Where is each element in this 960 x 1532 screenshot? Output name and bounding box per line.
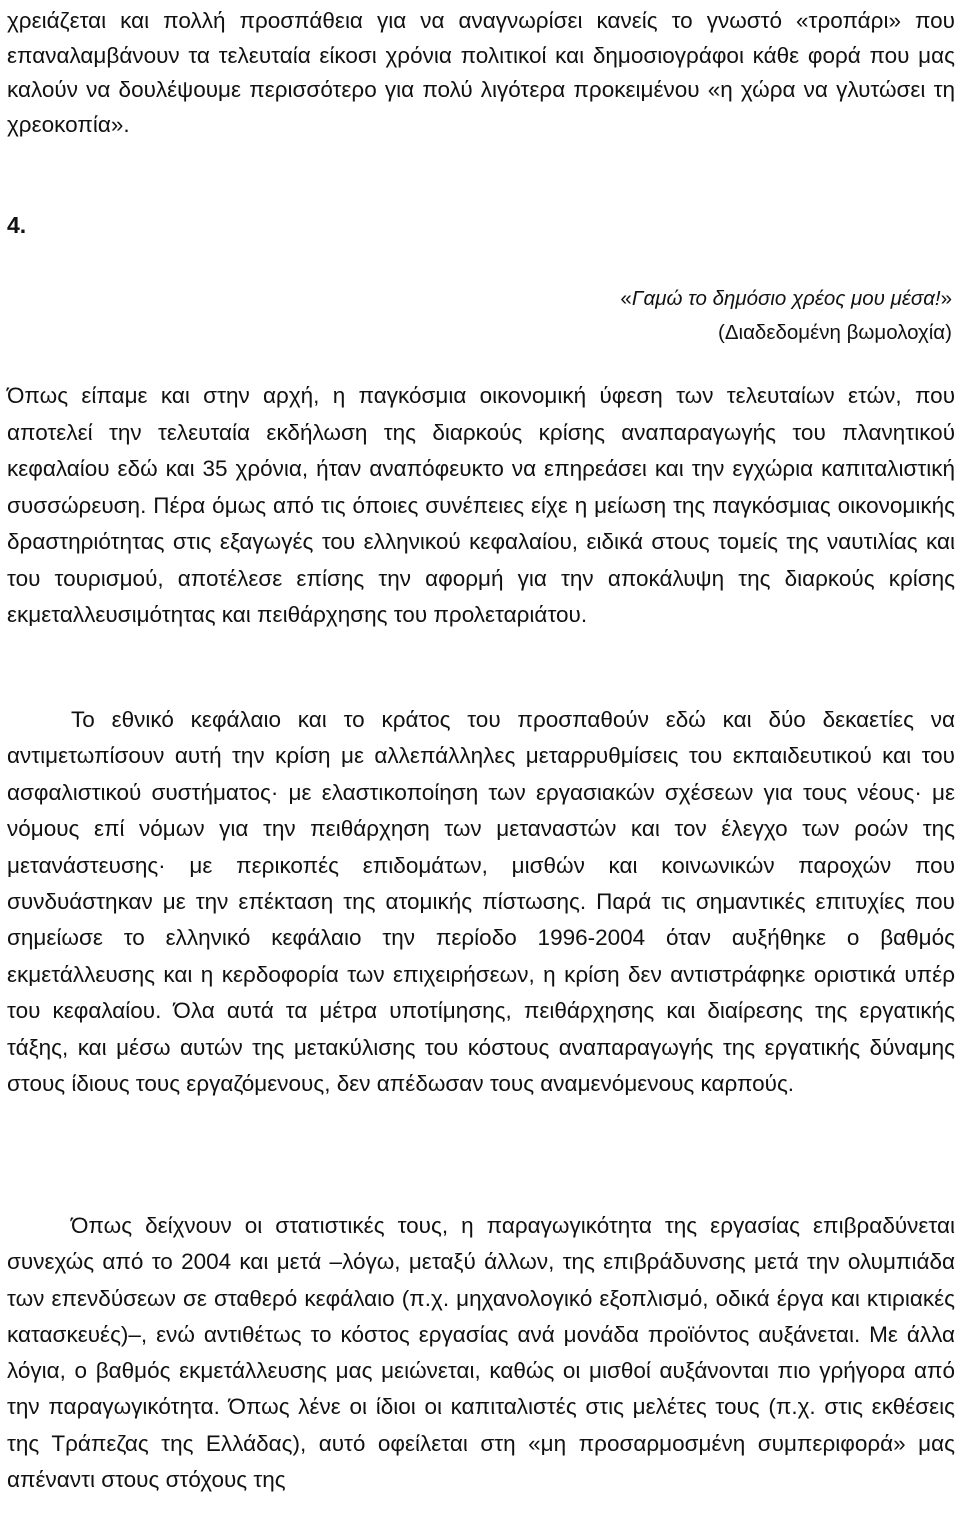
epigraph-open-quote: « [620,287,632,310]
body-paragraph: Όπως είπαμε και στην αρχή, η παγκόσμια οικονομική ύφεση των τελευταίων ετών, που αποτελεί την τελευταία εκδήλωση της διαρκούς κρίσης αναπαραγωγής του πλανητικού κεφαλαίου εδώ και 35 χρόνια, ήταν αναπόφευκτο να επηρεάσει και την εγχώρια καπιταλιστική συσσώρευση. Πέρα όμως από τις όποιες συνέπειες είχε η μείωση της παγκόσμιας οικονομικής δραστηριότητας στις εξαγωγές του ελληνικού κεφαλαίου, ειδικά στους τομείς της ναυτιλίας και του τουρισμού, αποτέλεσε επίσης την αφορμή για την αποκάλυψη της διαρκούς κρίσης εκμεταλλευσιμότητας και πειθάρχησης του προλεταριάτου. [7,383,955,627]
epigraph-quote-text: Γαμώ το δημόσιο χρέος μου μέσα! [631,287,941,310]
body-paragraph: Το εθνικό κεφάλαιο και το κράτος του προσπαθούν εδώ και δύο δεκαετίες να αντιμετωπίσουν αυτή την κρίση με αλλεπάλληλες μεταρρυθμίσεις του εκπαιδευτικού και του ασφαλιστικού συστήματος· με ελαστικοποίηση των εργασιακών σχέσεων για τους νέους· με νόμους επί νόμων για την πειθάρχηση των μεταναστών και τον έλεγχο των ροών της μετανάστευσης· με περικοπές επιδομάτων, μισθών και κοινωνικών παροχών που συνδυάστηκαν με την επέκταση της ατομικής πίστωσης. Παρά τις σημαντικές επιτυχίες που σημείωσε το ελληνικό κεφάλαιο την περίοδο 1996-2004 όταν αυξήθηκε ο βαθμός εκμετάλλευσης και η κερδοφορία των επιχειρήσεων, η κρίση δεν αντιστράφηκε οριστικά υπέρ του κεφαλαίου. Όλα αυτά τα μέτρα υποτίμησης, πειθάρχησης και διαίρεσης της εργατικής τάξης, και μέσω αυτών της μετακύλισης του κόστους αναπαραγωγής της εργατικής δύναμης στους ίδιους τους εργαζόμενους, δεν απέδωσαν τους αναμενόμενους καρπούς. [7,707,955,1097]
section-number: 4. [7,212,27,238]
epigraph-quote [620,287,952,310]
epigraph-close-quote: » [940,287,952,310]
intro-paragraph: χρειάζεται και πολλή προσπάθεια για να αναγνωρίσει κανείς το γνωστό «τροπάρι» που επαναλαμβάνουν τα τελευταία είκοσι χρόνια πολιτικοί και δημοσιογράφοι κάθε φορά που μας καλούν να δουλέψουμε περισσότερο για πολύ λιγότερα προκειμένου «η χώρα να γλυτώσει τη χρεοκοπία». [7,8,955,137]
epigraph-source: (Διαδεδομένη βωμολοχία) [718,321,952,344]
body-paragraph: Όπως δείχνουν οι στατιστικές τους, η παραγωγικότητα της εργασίας επιβραδύνεται συνεχώς από το 2004 και μετά –λόγω, μεταξύ άλλων, της επιβράδυνσης μετά την ολυμπιάδα των επενδύσεων σε σταθερό κεφάλαιο (π.χ. μηχανολογικό εξοπλισμό, οδικά έργα και κτιριακές κατασκευές)–, ενώ αντιθέτως το κόστος εργασίας ανά μονάδα προϊόντος αυξάνεται. Με άλλα λόγια, ο βαθμός εκμετάλλευσης μας μειώνεται, καθώς οι μισθοί αυξάνονται πιο γρήγορα από την παραγωγικότητα. Όπως λένε οι ίδιοι οι καπιταλιστές στις μελέτες τους (π.χ. στις εκθέσεις της Τράπεζας της Ελλάδας), αυτό οφείλεται στη «μη προσαρμοσμένη συμπεριφορά» μας απέναντι στους στόχους της [7,1213,955,1493]
epigraph [252,282,952,350]
